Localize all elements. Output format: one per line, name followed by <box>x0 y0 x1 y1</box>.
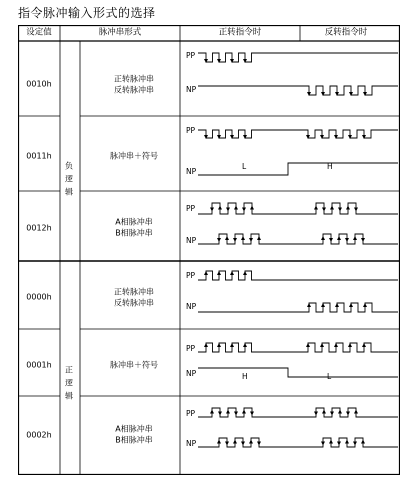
setting-value: 0011h <box>26 151 52 161</box>
signal-np: NP <box>186 167 197 176</box>
signal-np: NP <box>186 369 197 378</box>
group-positive-logic: 正逻辑 <box>65 365 73 401</box>
signal-np: NP <box>186 85 197 94</box>
form-line1: 正转脉冲串 <box>114 74 154 84</box>
form-line2: 反转脉冲串 <box>114 298 154 308</box>
np-waveform <box>198 234 300 244</box>
np-waveform-reverse <box>300 234 398 244</box>
page-title: 指令脉冲输入形式的选择 <box>18 6 156 20</box>
np-waveform <box>198 86 398 95</box>
form-line2: B相脉冲串 <box>115 228 153 238</box>
header-forward: 正转指令时 <box>218 27 262 38</box>
level-reverse: L <box>327 372 332 381</box>
pp-waveform <box>198 271 398 280</box>
level-reverse: H <box>327 162 333 171</box>
header-reverse: 反转指令时 <box>324 27 368 38</box>
np-waveform <box>198 163 398 175</box>
pp-waveform <box>198 343 300 352</box>
form-line1: A相脉冲串 <box>115 424 153 434</box>
level-forward: H <box>242 372 248 381</box>
np-waveform <box>198 303 398 312</box>
form-line2: 反转脉冲串 <box>114 85 154 95</box>
pp-waveform <box>198 130 300 138</box>
waveform-area <box>18 25 400 475</box>
np-waveform <box>198 438 300 447</box>
signal-pp: PP <box>186 271 196 280</box>
setting-value: 0002h <box>26 430 52 440</box>
setting-value: 0012h <box>26 223 52 233</box>
signal-np: NP <box>186 302 197 311</box>
pp-waveform-reverse <box>300 343 398 352</box>
setting-value: 0000h <box>26 292 52 302</box>
form-line1: 脉冲串＋符号 <box>110 360 158 370</box>
pulse-form-table <box>18 25 400 475</box>
form-line1: A相脉冲串 <box>115 217 153 227</box>
form-line1: 正转脉冲串 <box>114 287 154 297</box>
np-waveform <box>198 368 398 377</box>
header-form: 脉冲串形式 <box>98 27 142 38</box>
pp-waveform <box>198 53 398 62</box>
level-forward: L <box>242 162 247 171</box>
form-line1: 脉冲串＋符号 <box>110 151 158 161</box>
form-line2: B相脉冲串 <box>115 435 153 445</box>
signal-pp: PP <box>186 204 196 213</box>
header-setting: 设定值 <box>26 27 52 38</box>
setting-value: 0010h <box>26 79 52 89</box>
signal-pp: PP <box>186 344 196 353</box>
group-negative-logic: 负逻辑 <box>65 161 73 197</box>
signal-np: NP <box>186 236 197 245</box>
signal-pp: PP <box>186 126 196 135</box>
signal-np: NP <box>186 439 197 448</box>
signal-pp: PP <box>186 409 196 418</box>
setting-value: 0001h <box>26 360 52 370</box>
signal-pp: PP <box>186 51 196 60</box>
np-waveform-reverse <box>300 438 398 447</box>
